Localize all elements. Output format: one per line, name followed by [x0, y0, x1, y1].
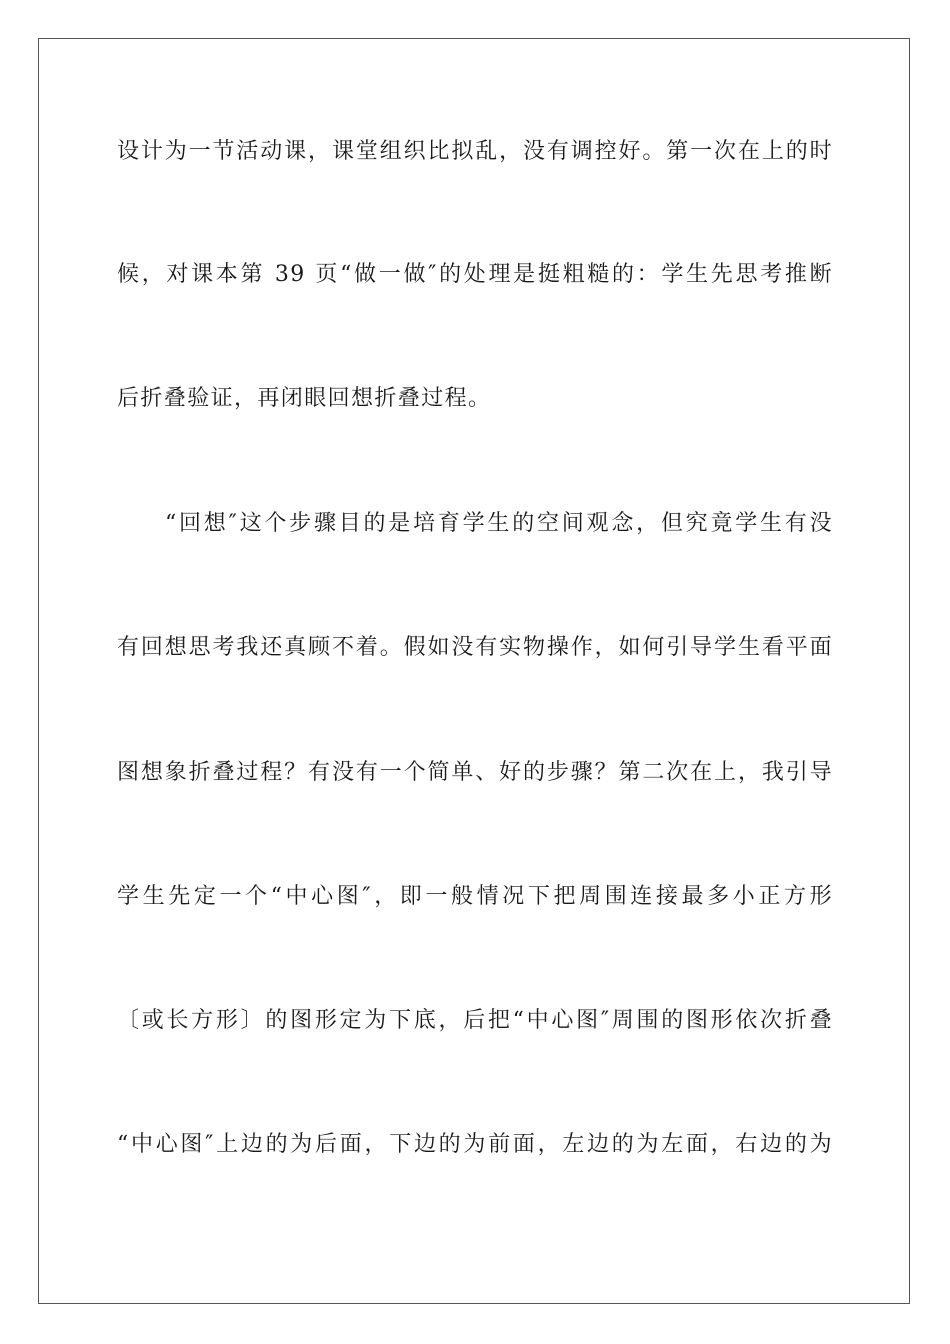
paragraph-line-2: 候，对课本第 39 页“做一做″的处理是挺粗糙的：学生先思考推断	[117, 262, 833, 287]
paragraph-line-6: 图想象折叠过程？有没有一个简单、好的步骤？第二次在上，我引导	[117, 760, 833, 785]
paragraph-line-5: 有回想思考我还真顾不着。假如没有实物操作，如何引导学生看平面	[117, 635, 833, 660]
paragraph-line-4: “回想″这个步骤目的是培育学生的空间观念，但究竟学生有没	[165, 511, 833, 536]
page-border	[38, 38, 910, 1304]
paragraph-line-1: 设计为一节活动课，课堂组织比拟乱，没有调控好。第一次在上的时	[117, 139, 833, 164]
paragraph-line-9: “中心图″上边的为后面，下边的为前面，左边的为左面，右边的为	[117, 1132, 833, 1157]
paragraph-line-7: 学生先定一个“中心图″，即一般情况下把周围连接最多小正方形	[117, 884, 833, 909]
paragraph-line-8: 〔或长方形〕的图形定为下底，后把“中心图″周围的图形依次折叠	[117, 1008, 833, 1033]
paragraph-line-3: 后折叠验证，再闭眼回想折叠过程。	[117, 386, 492, 411]
